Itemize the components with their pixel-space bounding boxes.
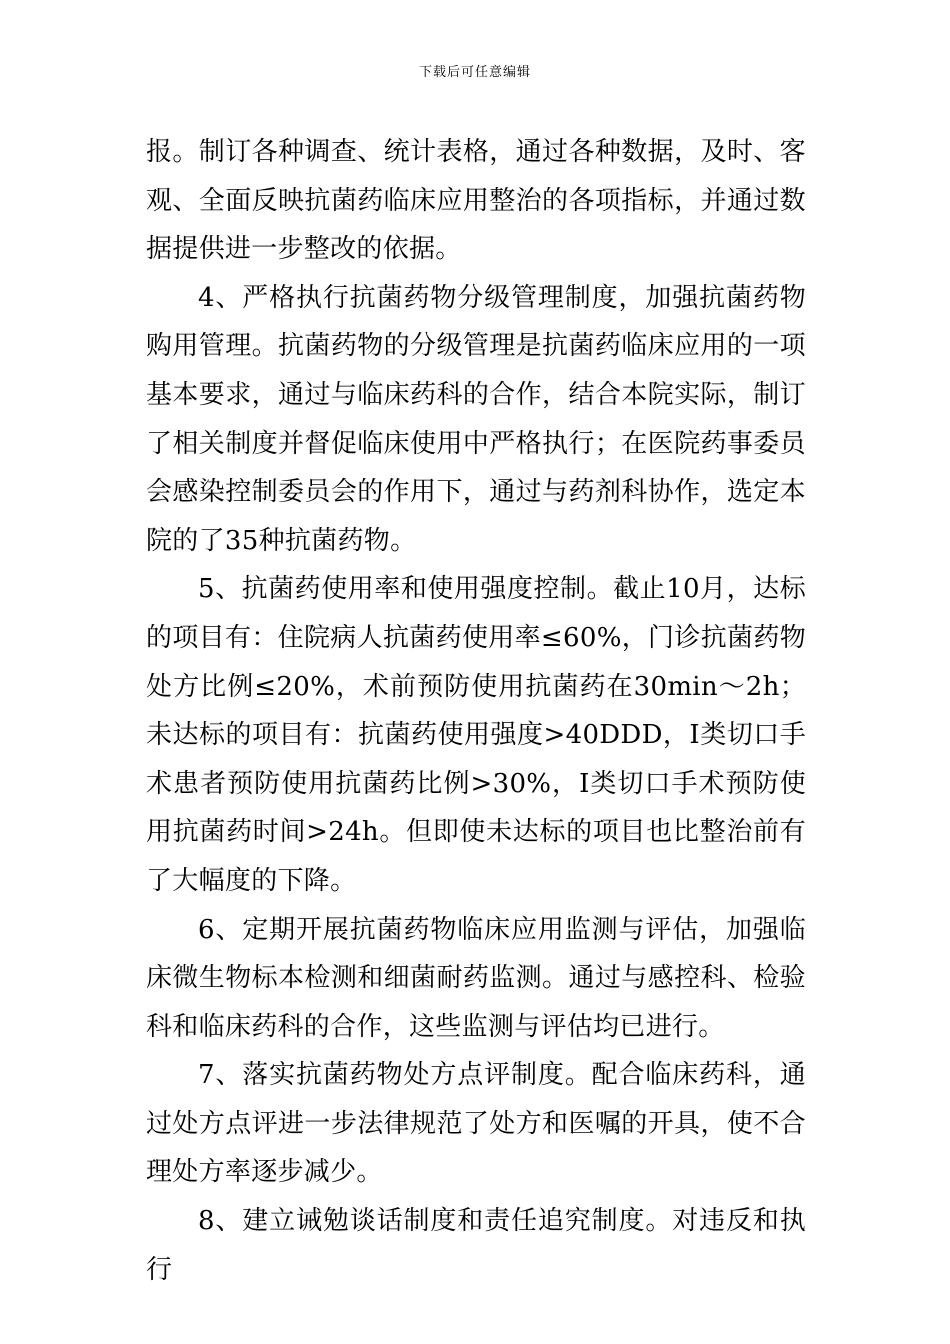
page-header: 下载后可任意编辑: [418, 65, 531, 80]
paragraph-2: 4、严格执行抗菌药物分级管理制度，加强抗菌药物购用管理。抗菌药物的分级管理是抗菌药临床应用的一项基本要求，通过与临床药科的合作，结合本院实际，制订了相关制度并督促临床使用中严格执行；在医院药事委员会感染控制委员会的作用下，通过与药剂科协作，选定本院的了35种抗菌药物。: [146, 282, 806, 556]
paragraph-5: 7、落实抗菌药物处方点评制度。配合临床药科，通过处方点评进一步法律规范了处方和医嘱的开具，使不合理处方率逐步减少。: [146, 1060, 806, 1188]
paragraph-6: 8、建立诫勉谈话制度和责任追究制度。对违反和执行: [146, 1206, 806, 1285]
document-body: [146, 128, 806, 1294]
paragraph-3: 5、抗菌药使用率和使用强度控制。截止10月，达标的项目有：住院病人抗菌药使用率≤60%，门诊抗菌药物处方比例≤20%，术前预防使用抗菌药在30min～2h；未达标的项目有：抗菌药使用强度>40DDD，I类切口手术患者预防使用抗菌药比例>30%，I类切口手术预防使用抗菌药时间>24h。但即使未达标的项目也比整治前有了大幅度的下降。: [146, 574, 806, 896]
paragraph-1: 报。制订各种调查、统计表格，通过各种数据，及时、客观、全面反映抗菌药临床应用整治的各项指标，并通过数据提供进一步整改的依据。: [146, 137, 806, 265]
paragraph-4: 6、定期开展抗菌药物临床应用监测与评估，加强临床微生物标本检测和细菌耐药监测。通过与感控科、检验科和临床药科的合作，这些监测与评估均已进行。: [146, 914, 806, 1042]
